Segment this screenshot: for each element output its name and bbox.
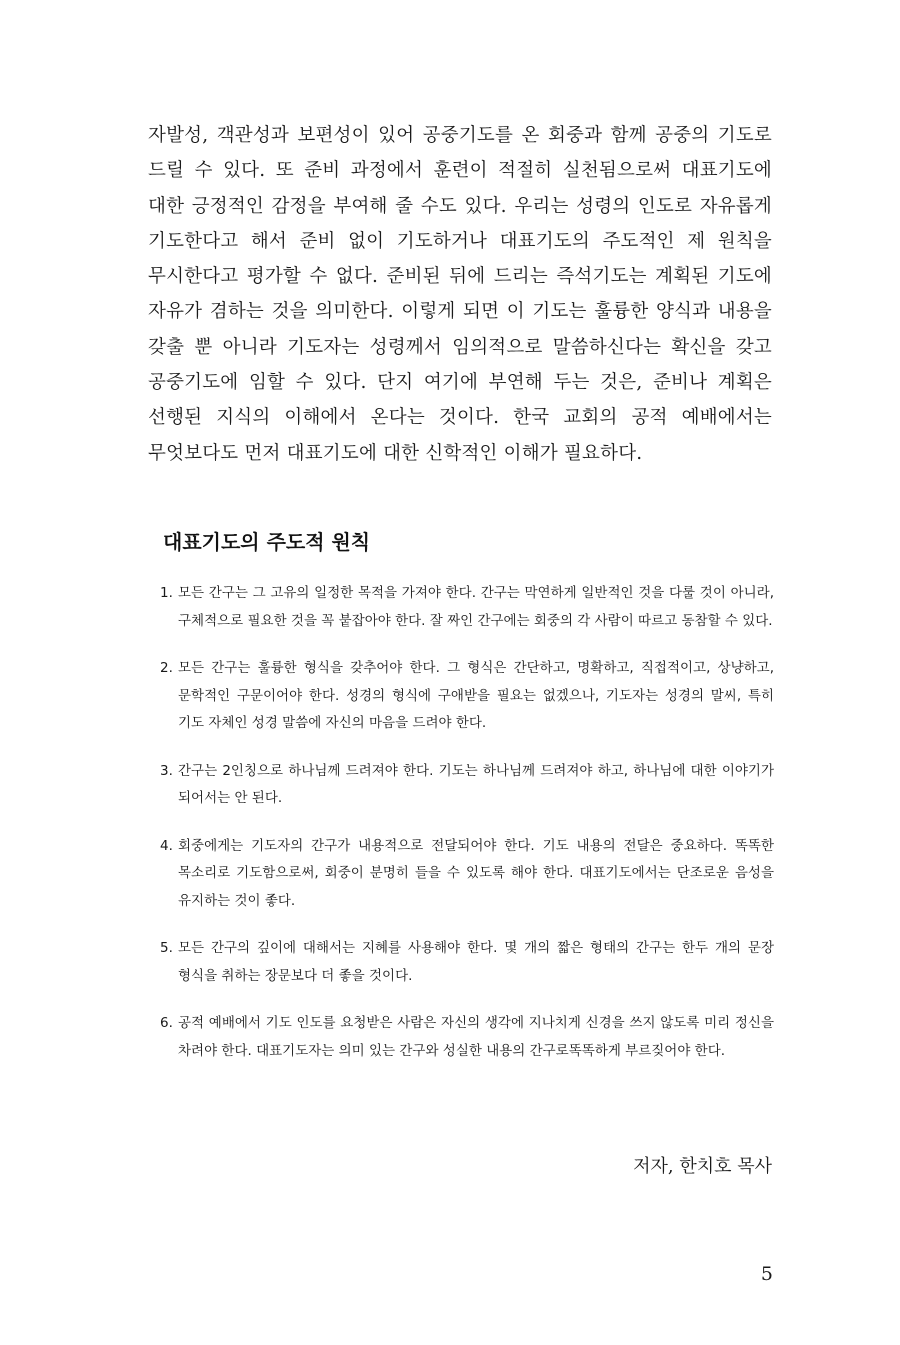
- principle-number: 3.: [160, 762, 173, 779]
- principles-list: [160, 580, 774, 1085]
- principle-item-3: [160, 758, 774, 813]
- page-number: 5: [760, 1263, 773, 1285]
- principle-number: 5.: [160, 940, 173, 956]
- principle-text: 모든 간구는 그 고유의 일정한 목적을 가져야 한다. 간구는 막연하게 일반적인 것을 다룰 것이 아니라, 구체적으로 필요한 것을 꼭 붙잡아야 한다. 잘 짜인 간구에는 회중의 각 사람이 따르고 동참할 수 있다.: [178, 585, 774, 629]
- author-credit: 저자, 한치호 목사: [633, 1156, 772, 1177]
- principle-number: 6.: [160, 1015, 173, 1031]
- principle-text: 회중에게는 기도자의 간구가 내용적으로 전달되어야 한다. 기도 내용의 전달은 중요하다. 똑똑한 목소리로 기도함으로써, 회중이 분명히 들을 수 있도록 해야 한다. 대표기도에서는 단조로운 음성을 유지하는 것이 좋다.: [178, 837, 774, 909]
- principle-item-2: [160, 655, 774, 738]
- principle-text: 모든 간구는 훌륭한 형식을 갖추어야 한다. 그 형식은 간단하고, 명확하고, 직접적이고, 상냥하고, 문학적인 구문이어야 한다. 성경의 형식에 구애받을 필요는 없겠으나, 기도자는 성경의 말씨, 특히 기도 자체인 성경 말씀에 자신의 마음을 드려야 한다.: [178, 660, 774, 731]
- principle-item-4: [160, 833, 774, 916]
- principle-text: 모든 간구의 깊이에 대해서는 지혜를 사용해야 한다. 몇 개의 짧은 형태의 간구는 한두 개의 문장 형식을 취하는 장문보다 더 좋을 것이다.: [178, 940, 774, 984]
- principle-number: 4.: [160, 837, 173, 854]
- principle-number: 2.: [160, 660, 173, 676]
- principle-item-6: [160, 1010, 774, 1065]
- principle-number: 1.: [160, 585, 173, 601]
- section-heading: 대표기도의 주도적 원칙: [163, 530, 371, 554]
- principle-text: 간구는 2인칭으로 하나님께 드려져야 한다. 기도는 하나님께 드려져야 하고, 하나님에 대한 이야기가 되어서는 안 된다.: [178, 762, 774, 806]
- principle-text: 공적 예배에서 기도 인도를 요청받은 사람은 자신의 생각에 지나치게 신경을 쓰지 않도록 미리 정신을 차려야 한다. 대표기도자는 의미 있는 간구와 성실한 내용의 간구로똑똑하게 부르짖어야 한다.: [178, 1015, 774, 1059]
- principle-item-5: [160, 935, 774, 990]
- principle-item-1: [160, 580, 774, 635]
- intro-paragraph: 자발성, 객관성과 보편성이 있어 공중기도를 온 회중과 함께 공중의 기도로 드릴 수 있다. 또 준비 과정에서 훈련이 적절히 실천됨으로써 대표기도에 대한 긍정적인 감정을 부여해 줄 수도 있다. 우리는 성령의 인도로 자유롭게 기도한다고 해서 준비 없이 기도하거나 대표기도의 주도적인 제 원칙을 무시한다고 평가할 수 없다. 준비된 뒤에 드리는 즉석기도는 계획된 기도에 자유가 겸하는 것을 의미한다. 이렇게 되면 이 기도는 훌륭한 양식과 내용을 갖출 뿐 아니라 기도자는 성령께서 임의적으로 말씀하신다는 확신을 갖고 공중기도에 임할 수 있다. 단지 여기에 부연해 두는 것은, 준비나 계획은 선행된 지식의 이해에서 온다는 것이다. 한국 교회의 공적 예배에서는 무엇보다도 먼저 대표기도에 대한 신학적인 이해가 필요하다.: [148, 125, 772, 464]
